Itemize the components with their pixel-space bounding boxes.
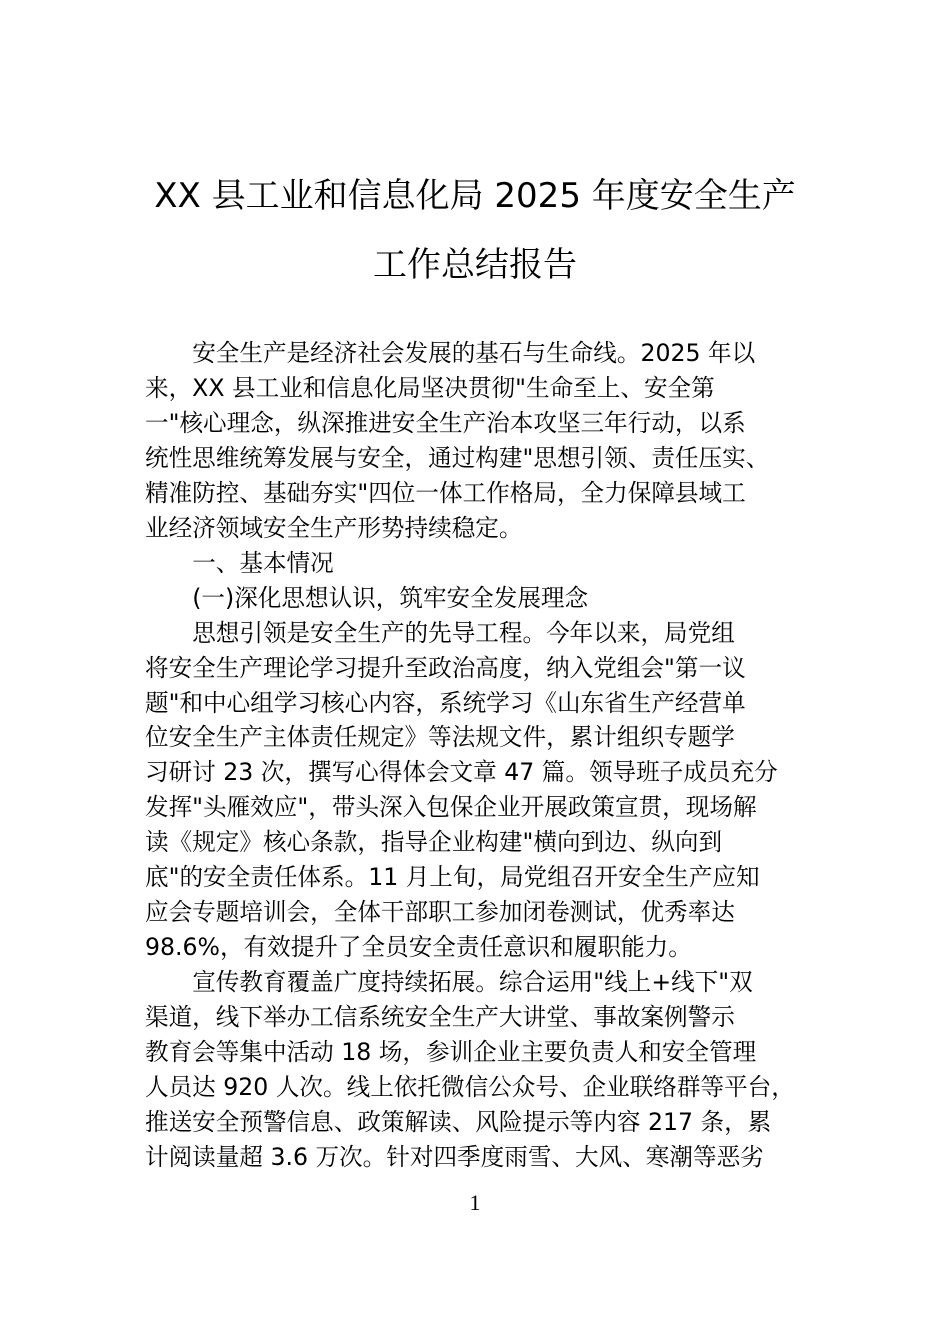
document-title-line-1: XX 县工业和信息化局 2025 年度安全生产 xyxy=(154,176,796,216)
text-line: 应会专题培训会，全体干部职工参加闭卷测试，优秀率达 xyxy=(145,898,735,927)
text-line: 教育会等集中活动 18 场，参训企业主要负责人和安全管理 xyxy=(145,1038,757,1067)
text-line: 一"核心理念，纵深推进安全生产治本攻坚三年行动，以系 xyxy=(145,408,746,437)
text-line: 98.6%，有效提升了全员安全责任意识和履职能力。 xyxy=(145,933,692,962)
text-line: 底"的安全责任体系。11 月上旬，局党组召开安全生产应知 xyxy=(145,863,760,892)
text-line: 计阅读量超 3.6 万次。针对四季度雨雪、大风、寒潮等恶劣 xyxy=(145,1142,764,1171)
text-line: 精准防控、基础夯实"四位一体工作格局，全力保障县域工 xyxy=(145,478,746,507)
page-number: 1 xyxy=(469,1190,481,1215)
text-line: 人员达 920 人次。线上依托微信公众号、企业联络群等平台， xyxy=(145,1073,795,1102)
text-line: 一、基本情况 xyxy=(192,548,334,577)
text-line: 推送安全预警信息、政策解读、风险提示等内容 217 条，累 xyxy=(145,1107,772,1136)
document-body xyxy=(145,336,830,1175)
document-title-line-2: 工作总结报告 xyxy=(373,245,577,285)
text-line: 读《规定》核心条款，指导企业构建"横向到边、纵向到 xyxy=(145,828,723,857)
text-line: 统性思维统筹发展与安全，通过构建"思想引领、责任压实、 xyxy=(145,443,770,472)
text-line: 发挥"头雁效应"，带头深入包保企业开展政策宣贯，现场解 xyxy=(145,793,757,822)
text-line: 将安全生产理论学习提升至政治高度，纳入党组会"第一议 xyxy=(145,653,746,682)
text-line: 业经济领域安全生产形势持续稳定。 xyxy=(145,513,523,542)
text-line: 来，XX 县工业和信息化局坚决贯彻"生命至上、安全第 xyxy=(145,373,715,402)
text-line: 思想引领是安全生产的先导工程。今年以来，局党组 xyxy=(192,618,735,647)
text-line: 渠道，线下举办工信系统安全生产大讲堂、事故案例警示 xyxy=(145,1003,735,1032)
text-line: 安全生产是经济社会发展的基石与生命线。2025 年以 xyxy=(192,339,756,367)
text-line: (一)深化思想认识，筑牢安全发展理念 xyxy=(192,583,589,612)
text-line: 位安全生产主体责任规定》等法规文件，累计组织专题学 xyxy=(145,723,735,752)
text-line: 习研讨 23 次，撰写心得体会文章 47 篇。领导班子成员充分 xyxy=(145,758,778,787)
text-line: 宣传教育覆盖广度持续拓展。综合运用"线上+线下"双 xyxy=(192,968,753,997)
text-line: 题"和中心组学习核心内容，系统学习《山东省生产经营单 xyxy=(145,688,746,717)
